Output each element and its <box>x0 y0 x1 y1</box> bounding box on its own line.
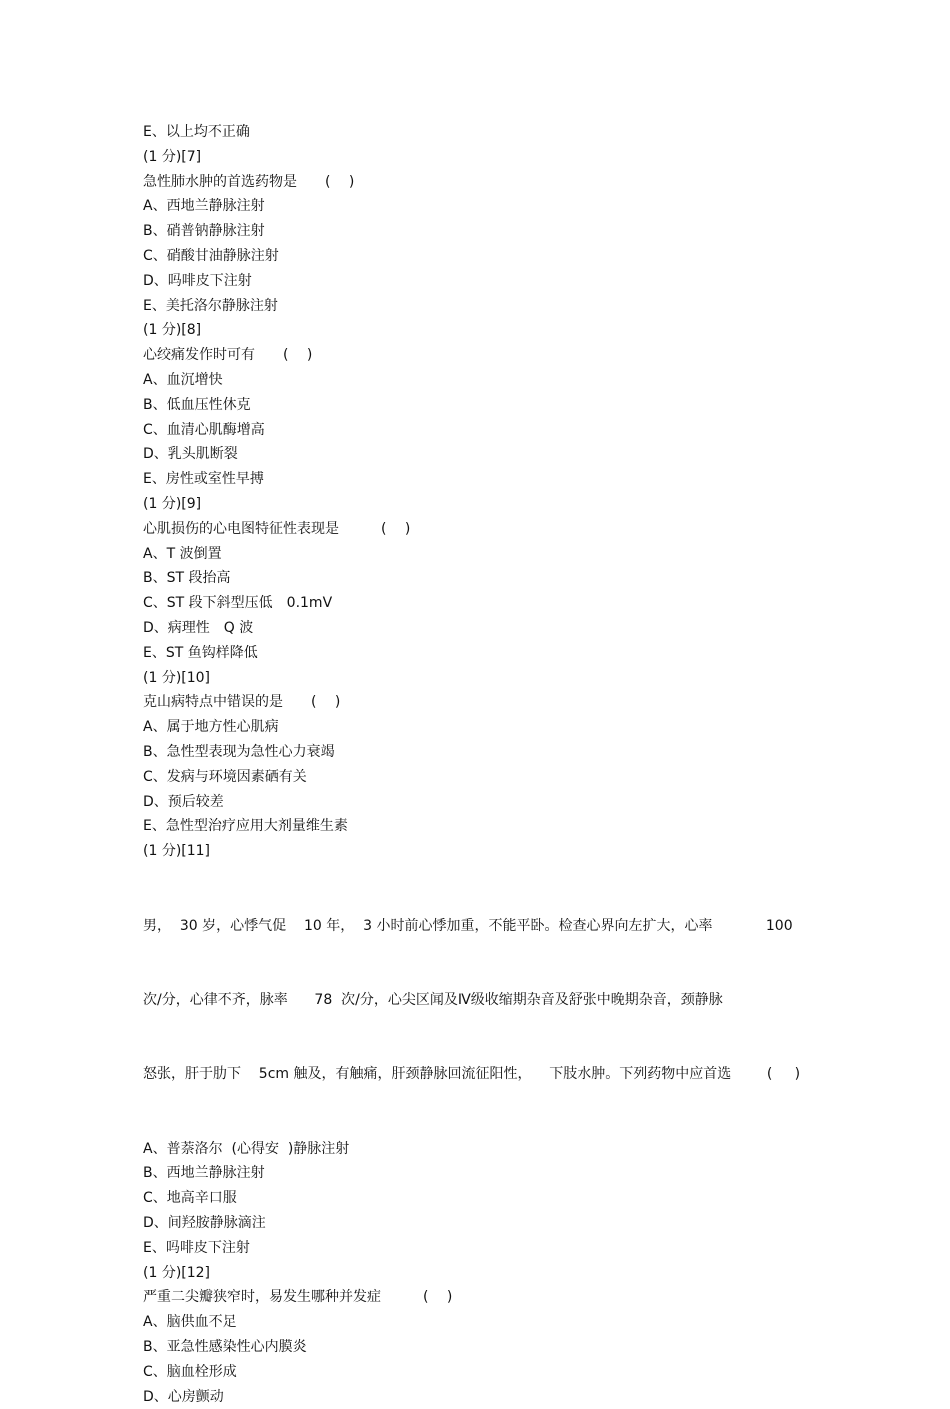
question-score: (1 分)[10] <box>143 669 211 686</box>
document-page <box>143 120 823 1409</box>
option-c: C、ST 段下斜型压低 0.1mV <box>143 595 333 612</box>
option-d: D、预后较差 <box>143 793 224 810</box>
question-stem-line: 次/分，心律不齐，脉率 78 次/分，心尖区闻及Ⅳ级收缩期杂音及舒张中晚期杂音，颈静脉 <box>143 991 723 1008</box>
question-stem-line: 男， 30 岁，心悸气促 10 年， 3 小时前心悸加重，不能平卧。检查心界向左扩大，心率 100 <box>143 917 793 934</box>
option-d: D、乳头肌断裂 <box>143 446 238 463</box>
option-c: C、地高辛口服 <box>143 1190 237 1207</box>
option-a: A、脑供血不足 <box>143 1314 237 1331</box>
question-12 <box>143 1261 823 1409</box>
option-d: D、吗啡皮下注射 <box>143 272 252 289</box>
question-stem-line: 怒张，肝于肋下 5cm 触及，有触痛，肝颈静脉回流征阳性， 下肢水肿。下列药物中应首选 ( ) <box>143 1066 801 1083</box>
question-score: (1 分)[8] <box>143 322 202 339</box>
question-11 <box>143 839 823 1261</box>
option-a: A、西地兰静脉注射 <box>143 198 265 215</box>
option-a: A、普萘洛尔 (心得安 )静脉注射 <box>143 1140 350 1157</box>
option-d: D、间羟胺静脉滴注 <box>143 1215 266 1232</box>
option-a: A、属于地方性心肌病 <box>143 719 279 736</box>
question-10 <box>143 666 823 840</box>
question-score: (1 分)[12] <box>143 1264 211 1281</box>
option-b: B、硝普钠静脉注射 <box>143 223 265 240</box>
question-9 <box>143 492 823 666</box>
question-score: (1 分)[9] <box>143 495 202 512</box>
option-b: B、西地兰静脉注射 <box>143 1165 265 1182</box>
question-7 <box>143 145 823 319</box>
option-a: A、T 波倒置 <box>143 545 222 562</box>
option-c: C、硝酸甘油静脉注射 <box>143 247 279 264</box>
option-d: D、心房颤动 <box>143 1388 224 1405</box>
option-d: D、病理性 Q 波 <box>143 619 254 636</box>
option-b: B、ST 段抬高 <box>143 570 231 587</box>
question-stem: 急性肺水肿的首选药物是 ( ) <box>143 173 355 190</box>
option-e: E、吗啡皮下注射 <box>143 1239 250 1256</box>
option-e: E、ST 鱼钩样降低 <box>143 644 258 661</box>
option-b: B、亚急性感染性心内膜炎 <box>143 1339 307 1356</box>
question-stem: 严重二尖瓣狭窄时，易发生哪种并发症 ( ) <box>143 1289 453 1306</box>
option-b: B、急性型表现为急性心力衰竭 <box>143 743 335 760</box>
option-b: B、低血压性休克 <box>143 396 251 413</box>
question-8 <box>143 318 823 492</box>
option-e: E、急性型治疗应用大剂量维生素 <box>143 818 348 835</box>
option-a: A、血沉增快 <box>143 371 223 388</box>
option-e: E、美托洛尔静脉注射 <box>143 297 278 314</box>
previous-question-option-e: E、以上均不正确 <box>143 124 250 140</box>
question-stem <box>143 864 823 1137</box>
question-stem: 心肌损伤的心电图特征性表现是 ( ) <box>143 520 411 537</box>
option-c: C、发病与环境因素硒有关 <box>143 768 307 785</box>
option-e: E、房性或室性早搏 <box>143 471 264 488</box>
option-c: C、血清心肌酶增高 <box>143 421 265 438</box>
option-c: C、脑血栓形成 <box>143 1363 237 1380</box>
question-score: (1 分)[11] <box>143 843 211 860</box>
question-stem: 心绞痛发作时可有 ( ) <box>143 347 313 364</box>
question-stem: 克山病特点中错误的是 ( ) <box>143 694 341 711</box>
question-score: (1 分)[7] <box>143 148 202 165</box>
